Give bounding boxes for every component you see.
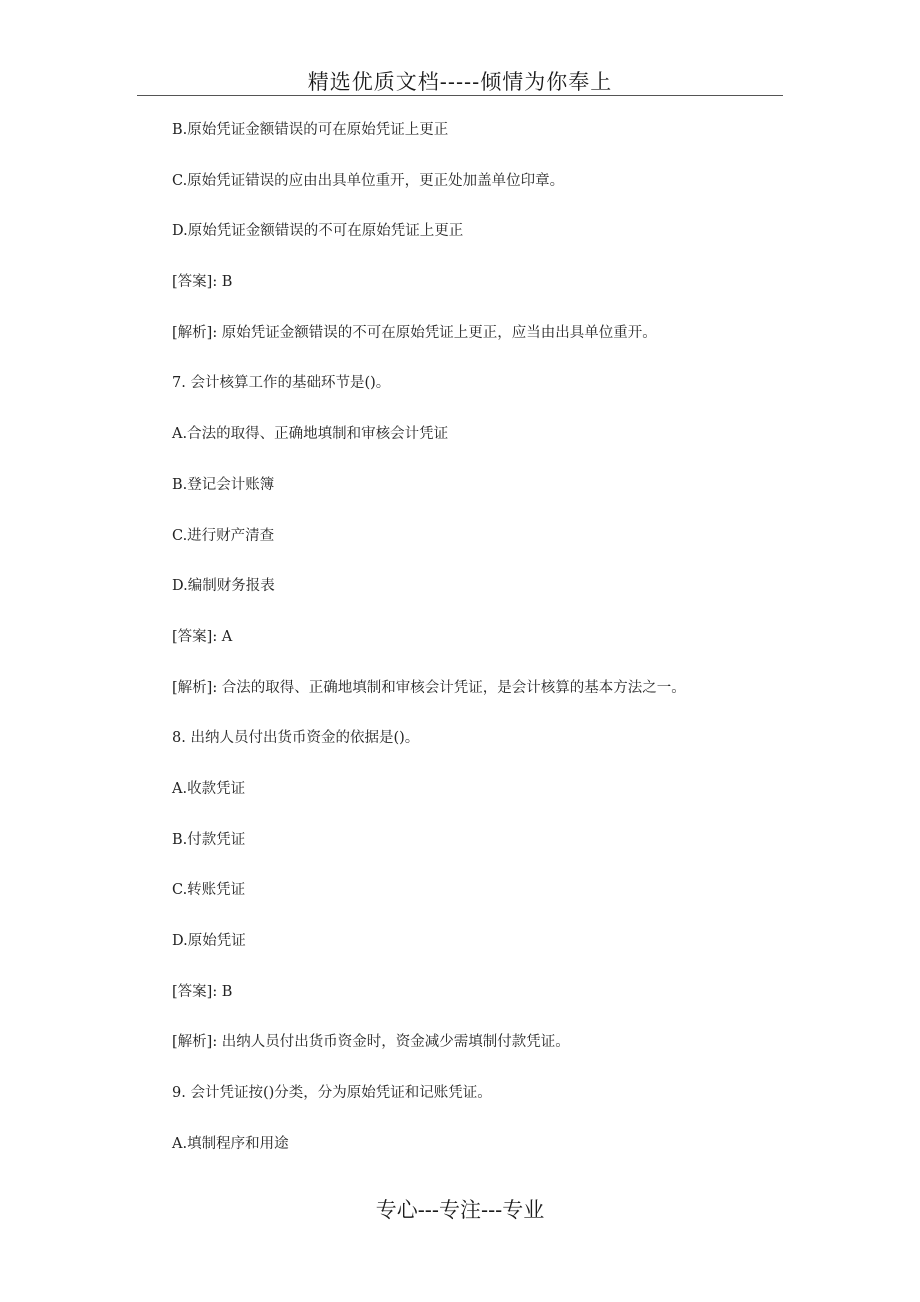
option-d-line: D.编制财务报表 <box>172 578 275 595</box>
page-header-title: 精选优质文档-----倾情为你奉上 <box>307 70 613 94</box>
option-b-line: B.原始凭证金额错误的可在原始凭证上更正 <box>172 122 449 138</box>
explanation-line: [解析]: 出纳人员付出货币资金时，资金减少需填制付款凭证。 <box>172 1034 570 1051</box>
option-a-line: A.收款凭证 <box>172 780 246 797</box>
option-b-line: B.付款凭证 <box>172 831 246 848</box>
explanation-line: [解析]: 合法的取得、正确地填制和审核会计凭证，是会计核算的基本方法之一。 <box>172 679 686 696</box>
answer-line: [答案]: B <box>172 983 233 1000</box>
header-divider <box>137 95 783 96</box>
option-c-line: C.转账凭证 <box>172 882 246 899</box>
option-c-line: C.原始凭证错误的应由出具单位重开，更正处加盖单位印章。 <box>172 172 565 189</box>
answer-line: [答案]: A <box>172 628 233 645</box>
option-d-line: D.原始凭证金额错误的不可在原始凭证上更正 <box>172 223 464 240</box>
option-b-line: B.登记会计账簿 <box>172 476 275 493</box>
question-7: 7. 会计核算工作的基础环节是()。 <box>172 375 391 392</box>
option-a-line: A.填制程序和用途 <box>172 1135 289 1152</box>
option-c-line: C.进行财产清查 <box>172 527 275 544</box>
question-8: 8. 出纳人员付出货币资金的依据是()。 <box>172 730 420 747</box>
answer-line: [答案]: B <box>172 274 233 291</box>
page-footer-text: 专心---专注---专业 <box>375 1198 545 1222</box>
option-a-line: A.合法的取得、正确地填制和审核会计凭证 <box>172 426 449 443</box>
question-9: 9. 会计凭证按()分类，分为原始凭证和记账凭证。 <box>172 1085 492 1102</box>
explanation-line: [解析]: 原始凭证金额错误的不可在原始凭证上更正，应当由出具单位重开。 <box>172 324 657 341</box>
document-body <box>172 118 792 1182</box>
option-d-line: D.原始凭证 <box>172 933 246 949</box>
